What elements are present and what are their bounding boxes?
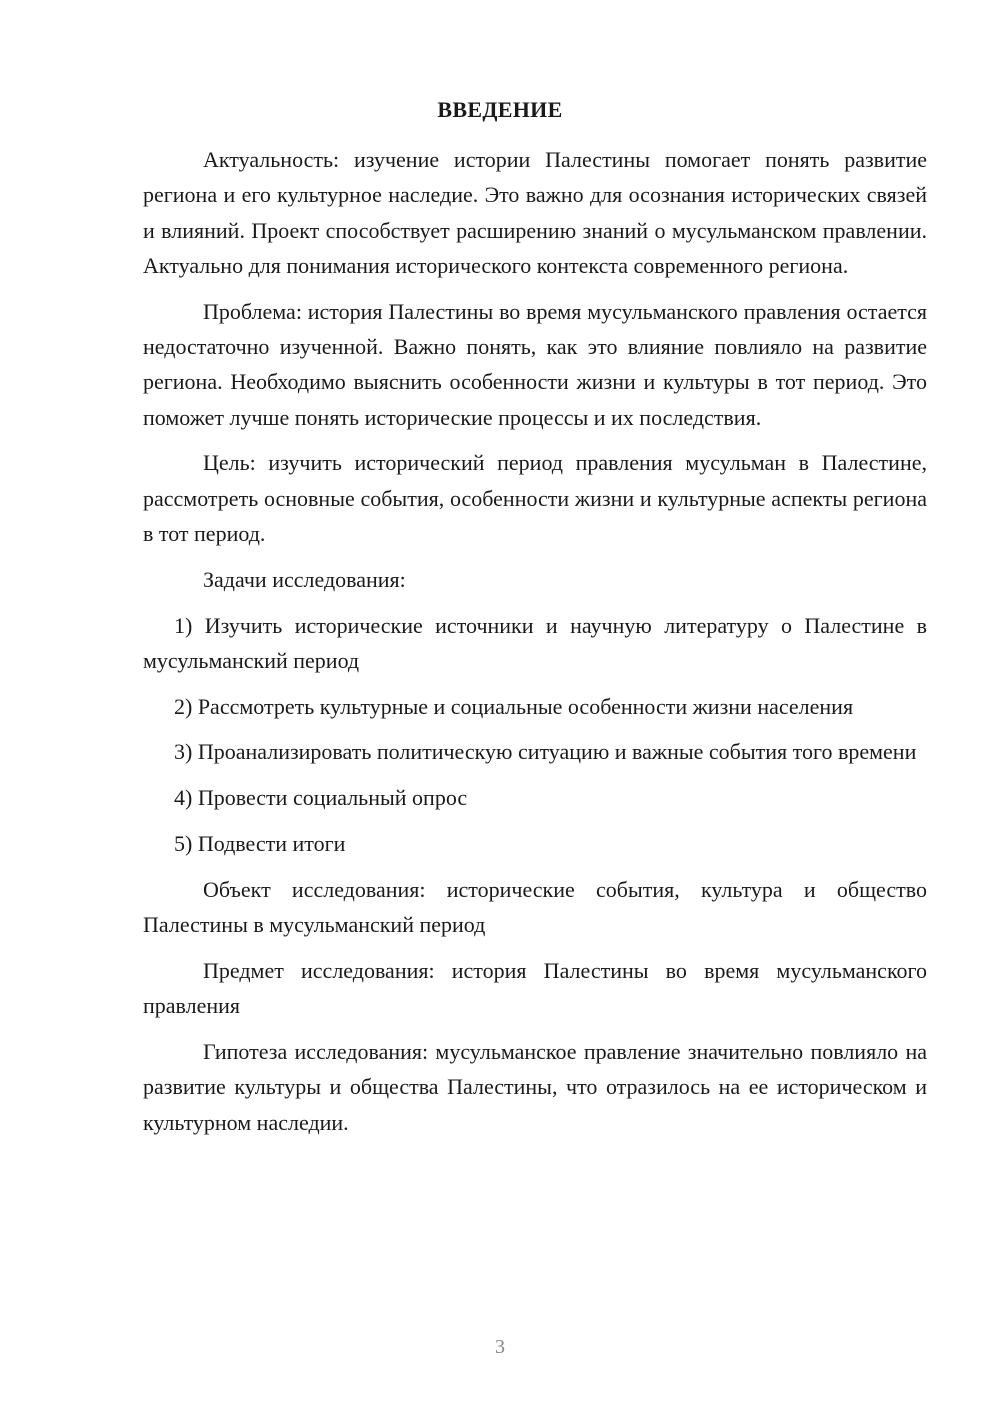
list-item: 4) Провести социальный опрос bbox=[174, 785, 468, 811]
paragraph-subject: Предмет исследования: история Палестины во время мусульманского правления bbox=[143, 957, 927, 1019]
list-item: 3) Проанализировать политическую ситуацию и важные события того времени bbox=[174, 739, 917, 765]
paragraph-relevance: Актуальность: изучение истории Палестины помогает понять развитие региона и его культурное наследие. Это важно для осознания исторических связей и влияний. Проект способствует расширению знаний о мусульманском правлении. Актуально для понимания исторического контекста современного региона. bbox=[143, 147, 927, 278]
tasks-heading: Задачи исследования: bbox=[203, 566, 406, 592]
paragraph-problem: Проблема: история Палестины во время мусульманского правления остается недостаточно изученной. Важно понять, как это влияние повлияло на развитие региона. Необходимо выяснить особенности жизни и культуры в тот период. Это поможет лучше понять исторические процессы и их последствия. bbox=[143, 298, 927, 430]
document-body bbox=[143, 142, 927, 1150]
list-item: 5) Подвести итоги bbox=[174, 831, 346, 857]
paragraph-goal: Цель: изучить исторический период правления мусульман в Палестине, рассмотреть основные события, особенности жизни и культурные аспекты региона в тот период. bbox=[143, 450, 927, 546]
page-number: 3 bbox=[495, 1336, 505, 1358]
paragraph-hypothesis: Гипотеза исследования: мусульманское правление значительно повлияло на развитие культуры и общества Палестины, что отразилось на ее историческом и культурном наследии. bbox=[143, 1039, 927, 1135]
list-item: 1) Изучить исторические источники и научную литературу о Палестине в мусульманский период bbox=[143, 612, 927, 673]
paragraph-object: Объект исследования: исторические события, культура и общество Палестины в мусульманский период bbox=[143, 876, 927, 938]
page-title: ВВЕДЕНИЕ bbox=[437, 97, 563, 122]
list-item: 2) Рассмотреть культурные и социальные особенности жизни населения bbox=[174, 693, 854, 719]
